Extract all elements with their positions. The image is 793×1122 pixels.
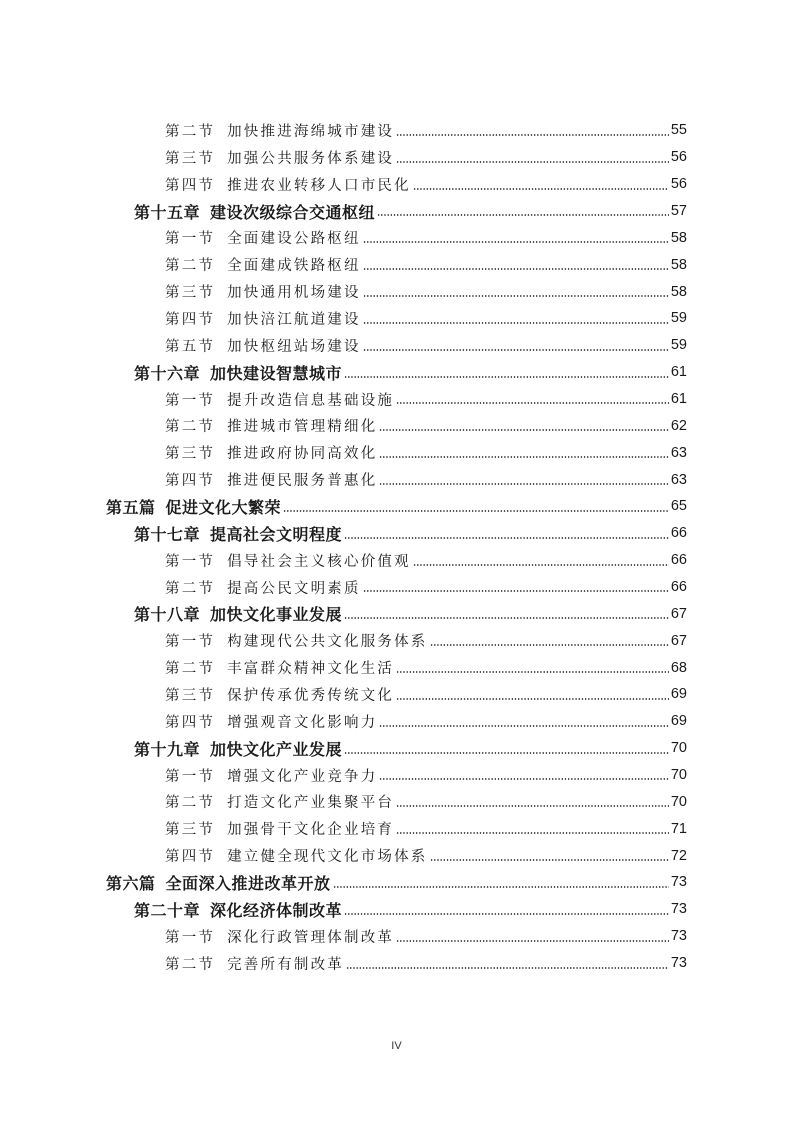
entry-title: 打造文化产业集聚平台 <box>227 795 395 812</box>
toc-entry[interactable] <box>0 627 793 654</box>
dot-leader <box>377 214 669 216</box>
entry-page: 66 <box>670 552 687 569</box>
dot-leader <box>379 483 668 485</box>
entry-page: 66 <box>670 579 687 596</box>
toc-entry[interactable] <box>0 386 793 413</box>
dot-leader <box>363 241 669 243</box>
entry-title: 加快文化事业发展 <box>210 605 343 625</box>
dot-leader <box>363 349 669 351</box>
dot-leader <box>363 322 669 324</box>
entry-title: 提高社会文明程度 <box>210 524 343 544</box>
entry-title: 建设次级综合交通枢纽 <box>210 202 376 222</box>
toc-entry[interactable] <box>0 251 793 278</box>
entry-title: 推进城市管理精细化 <box>227 419 378 436</box>
dot-leader <box>379 456 668 458</box>
entry-number: 第十九章 <box>134 739 201 759</box>
toc-entry[interactable] <box>0 305 793 332</box>
entry-title: 加快通用机场建设 <box>227 285 361 302</box>
toc-entry[interactable] <box>0 896 793 923</box>
table-of-contents <box>0 117 793 977</box>
toc-entry[interactable] <box>0 224 793 251</box>
entry-page: 63 <box>670 471 687 488</box>
entry-title: 丰富群众精神文化生活 <box>227 661 395 678</box>
entry-number: 第四节 <box>165 849 216 866</box>
entry-number: 第一节 <box>165 768 216 785</box>
toc-entry[interactable] <box>0 681 793 708</box>
entry-title: 增强观音文化影响力 <box>227 714 378 731</box>
toc-entry[interactable] <box>0 117 793 144</box>
entry-title: 深化行政管理体制改革 <box>227 929 395 946</box>
entry-page: 58 <box>670 256 687 273</box>
entry-title: 构建现代公共文化服务体系 <box>227 634 428 651</box>
entry-number: 第二节 <box>165 661 216 678</box>
entry-number: 第四节 <box>165 714 216 731</box>
entry-number: 第三节 <box>165 687 216 704</box>
toc-entry[interactable] <box>0 547 793 574</box>
entry-page: 58 <box>670 229 687 246</box>
toc-entry[interactable] <box>0 359 793 386</box>
page-number: IV <box>391 1040 402 1052</box>
entry-number: 第二节 <box>165 795 216 812</box>
entry-page: 62 <box>670 417 687 434</box>
toc-entry[interactable] <box>0 144 793 171</box>
dot-leader <box>396 832 669 834</box>
entry-title: 推进政府协同高效化 <box>227 446 378 463</box>
dot-leader <box>363 590 669 592</box>
entry-number: 第三节 <box>165 446 216 463</box>
entry-number: 第六篇 <box>106 873 156 893</box>
dot-leader <box>396 134 669 136</box>
entry-number: 第二节 <box>165 580 216 597</box>
toc-entry[interactable] <box>0 198 793 225</box>
dot-leader <box>344 376 669 378</box>
entry-page: 59 <box>670 337 687 354</box>
entry-title: 完善所有制改革 <box>227 956 345 973</box>
entry-number: 第四节 <box>165 177 216 194</box>
entry-page: 71 <box>670 820 687 837</box>
entry-number: 第二十章 <box>134 900 201 920</box>
toc-entry[interactable] <box>0 735 793 762</box>
entry-page: 56 <box>670 149 687 166</box>
entry-title: 推进农业转移人口市民化 <box>227 177 411 194</box>
entry-title: 建立健全现代文化市场体系 <box>227 849 428 866</box>
toc-entry[interactable] <box>0 278 793 305</box>
toc-entry[interactable] <box>0 439 793 466</box>
dot-leader <box>363 295 669 297</box>
toc-entry[interactable] <box>0 869 793 896</box>
dot-leader <box>430 644 669 646</box>
entry-page: 63 <box>670 444 687 461</box>
entry-page: 57 <box>670 203 687 219</box>
entry-page: 72 <box>670 847 687 864</box>
entry-page: 70 <box>670 767 687 784</box>
toc-entry[interactable] <box>0 842 793 869</box>
entry-page: 73 <box>670 901 687 918</box>
entry-page: 73 <box>670 928 687 945</box>
entry-number: 第一节 <box>165 929 216 946</box>
entry-page: 66 <box>670 525 687 542</box>
toc-entry[interactable] <box>0 654 793 681</box>
entry-page: 73 <box>670 874 687 891</box>
entry-title: 推进便民服务普惠化 <box>227 473 378 490</box>
dot-leader <box>333 886 669 888</box>
toc-entry[interactable] <box>0 708 793 735</box>
entry-page: 61 <box>670 364 687 381</box>
entry-title: 保护传承优秀传统文化 <box>227 687 395 704</box>
entry-number: 第二节 <box>165 258 216 275</box>
entry-title: 倡导社会主义核心价值观 <box>227 553 411 570</box>
entry-title: 加快涪江航道建设 <box>227 311 361 328</box>
entry-title: 加快推进海绵城市建设 <box>227 123 395 140</box>
entry-page: 55 <box>670 122 687 139</box>
dot-leader <box>346 967 669 969</box>
entry-title: 全面建设公路枢纽 <box>227 231 361 248</box>
dot-leader <box>413 188 669 190</box>
entry-title: 加强公共服务体系建设 <box>227 150 395 167</box>
entry-number: 第一节 <box>165 392 216 409</box>
entry-number: 第二节 <box>165 419 216 436</box>
toc-entry[interactable] <box>0 520 793 547</box>
toc-entry[interactable] <box>0 600 793 627</box>
toc-entry[interactable] <box>0 171 793 198</box>
dot-leader <box>396 161 669 163</box>
entry-number: 第十八章 <box>134 605 201 625</box>
entry-number: 第一节 <box>165 634 216 651</box>
entry-title: 促进文化大繁荣 <box>165 497 282 517</box>
entry-page: 70 <box>670 793 687 810</box>
entry-title: 加强骨干文化企业培育 <box>227 822 395 839</box>
entry-number: 第二节 <box>165 123 216 140</box>
toc-entry[interactable] <box>0 412 793 439</box>
entry-page: 67 <box>670 632 687 649</box>
dot-leader <box>379 725 668 727</box>
entry-page: 65 <box>670 498 687 515</box>
dot-leader <box>396 698 669 700</box>
entry-number: 第四节 <box>165 473 216 490</box>
entry-page: 59 <box>670 310 687 327</box>
entry-number: 第三节 <box>165 285 216 302</box>
dot-leader <box>430 859 669 861</box>
dot-leader <box>344 752 669 754</box>
entry-title: 全面深入推进改革开放 <box>165 873 331 893</box>
entry-title: 深化经济体制改革 <box>210 900 343 920</box>
entry-page: 70 <box>670 740 687 757</box>
entry-title: 增强文化产业竞争力 <box>227 768 378 785</box>
entry-page: 69 <box>670 686 687 703</box>
dot-leader <box>413 564 669 566</box>
entry-number: 第五节 <box>165 338 216 355</box>
entry-page: 73 <box>670 955 687 972</box>
entry-title: 提升改造信息基础设施 <box>227 392 395 409</box>
entry-number: 第十七章 <box>134 524 201 544</box>
entry-number: 第一节 <box>165 231 216 248</box>
entry-page: 58 <box>670 283 687 300</box>
entry-title: 全面建成铁路枢纽 <box>227 258 361 275</box>
entry-title: 加快枢纽站场建设 <box>227 338 361 355</box>
dot-leader <box>379 429 668 431</box>
toc-entry[interactable] <box>0 332 793 359</box>
entry-number: 第二节 <box>165 956 216 973</box>
entry-page: 67 <box>670 605 687 622</box>
toc-entry[interactable] <box>0 923 793 950</box>
entry-title: 加快文化产业发展 <box>210 739 343 759</box>
toc-entry[interactable] <box>0 762 793 789</box>
dot-leader <box>344 537 669 539</box>
entry-page: 61 <box>670 391 687 408</box>
entry-number: 第三节 <box>165 822 216 839</box>
dot-leader <box>379 778 668 780</box>
entry-number: 第十五章 <box>134 202 201 222</box>
toc-entry[interactable] <box>0 815 793 842</box>
entry-number: 第三节 <box>165 150 216 167</box>
entry-number: 第一节 <box>165 553 216 570</box>
dot-leader <box>283 510 669 512</box>
toc-entry[interactable] <box>0 950 793 977</box>
dot-leader <box>344 617 669 619</box>
dot-leader <box>396 940 669 942</box>
dot-leader <box>396 805 669 807</box>
dot-leader <box>344 913 669 915</box>
entry-page: 69 <box>670 713 687 730</box>
entry-number: 第五篇 <box>106 497 156 517</box>
toc-entry[interactable] <box>0 493 793 520</box>
toc-entry[interactable] <box>0 466 793 493</box>
toc-entry[interactable] <box>0 788 793 815</box>
dot-leader <box>363 268 669 270</box>
entry-title: 提高公民文明素质 <box>227 580 361 597</box>
entry-number: 第四节 <box>165 311 216 328</box>
dot-leader <box>396 671 669 673</box>
entry-number: 第十六章 <box>134 363 201 383</box>
dot-leader <box>396 402 669 404</box>
entry-page: 68 <box>670 659 687 676</box>
toc-entry[interactable] <box>0 574 793 601</box>
entry-title: 加快建设智慧城市 <box>210 363 343 383</box>
entry-page: 56 <box>670 176 687 193</box>
